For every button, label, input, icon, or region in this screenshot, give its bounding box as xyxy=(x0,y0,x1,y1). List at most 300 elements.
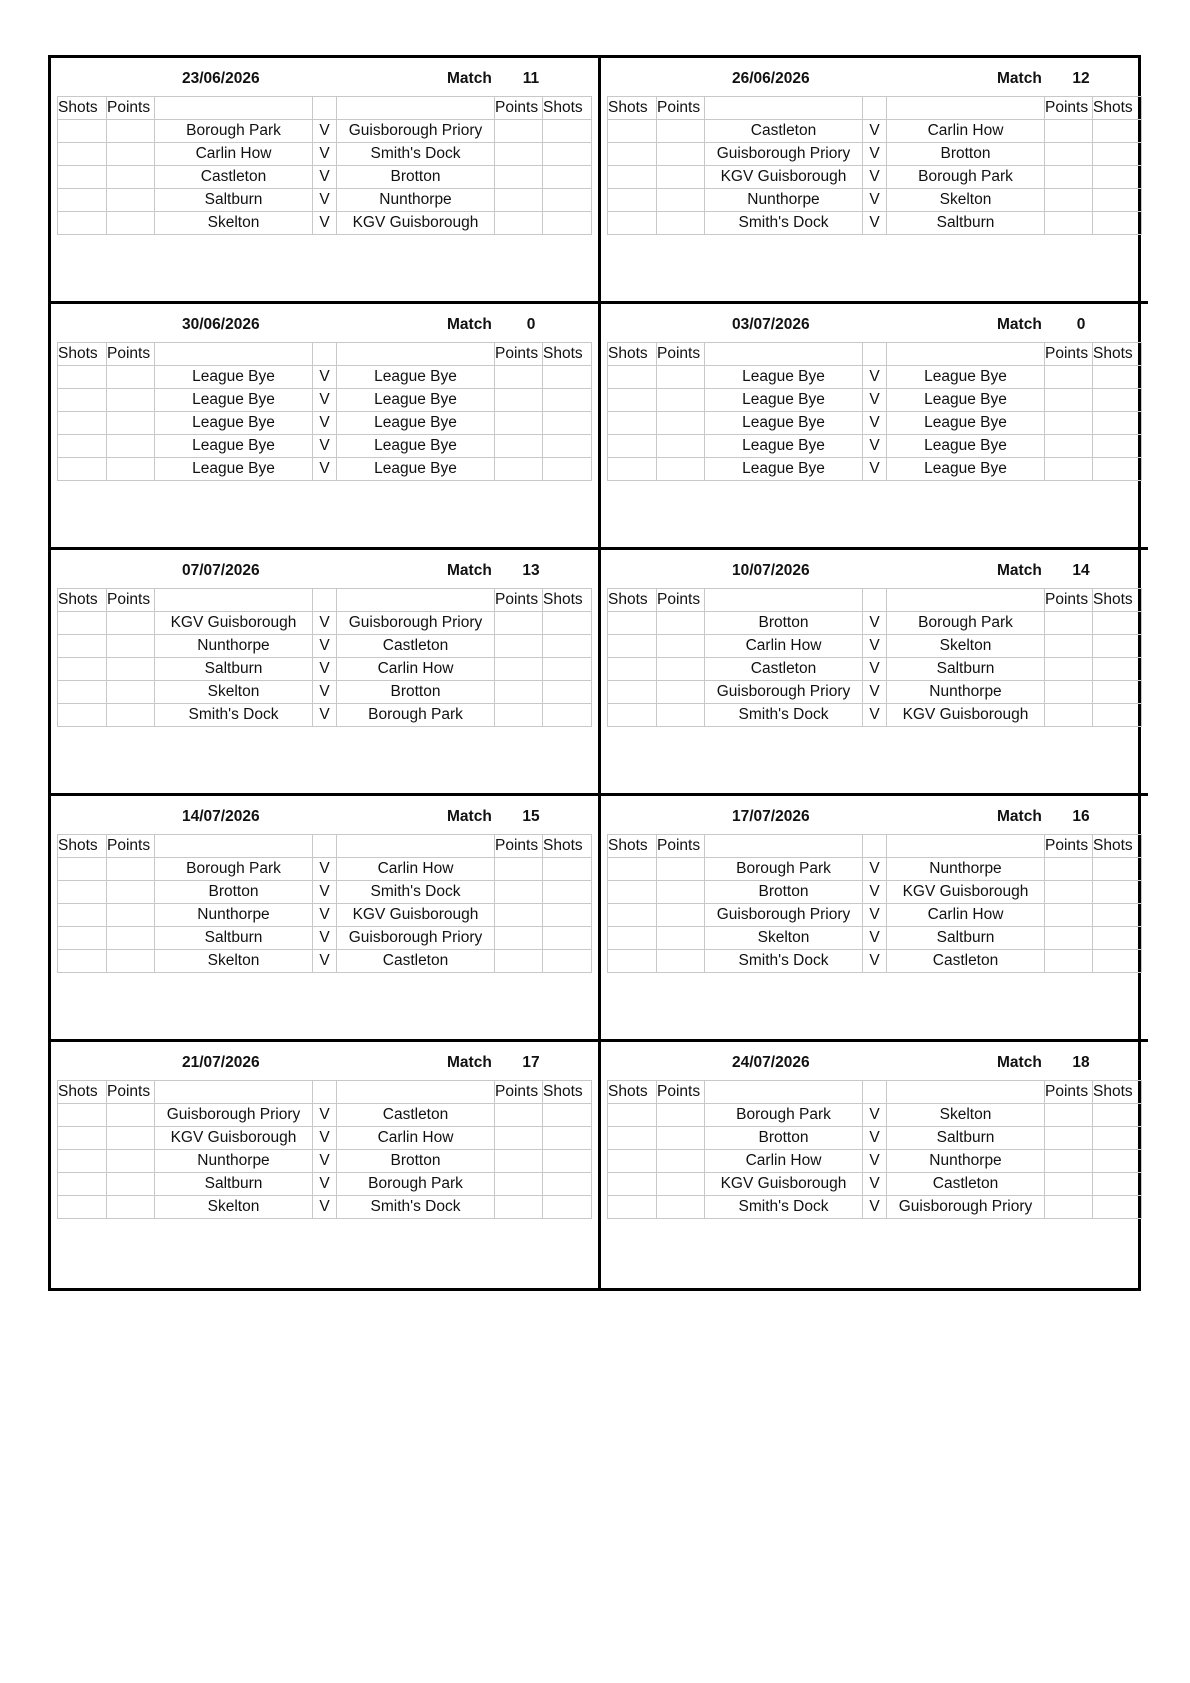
home-shots-cell[interactable] xyxy=(58,412,107,435)
away-shots-cell[interactable] xyxy=(1093,435,1142,458)
away-shots-cell[interactable] xyxy=(543,858,592,881)
away-points-cell[interactable] xyxy=(1045,704,1093,727)
away-points-cell[interactable] xyxy=(495,927,543,950)
versus-label: V xyxy=(313,681,337,704)
away-points-cell[interactable] xyxy=(1045,904,1093,927)
away-shots-cell[interactable] xyxy=(543,1127,592,1150)
away-shots-cell[interactable] xyxy=(543,412,592,435)
away-points-cell[interactable] xyxy=(495,904,543,927)
home-team: Brotton xyxy=(705,612,863,635)
home-team: KGV Guisborough xyxy=(155,1127,313,1150)
match-date: 07/07/2026 xyxy=(182,562,260,579)
home-points-cell[interactable] xyxy=(657,458,705,481)
home-points-cell[interactable] xyxy=(657,120,705,143)
home-points-header: Points xyxy=(107,589,155,612)
home-shots-cell[interactable] xyxy=(58,1173,107,1196)
fixture-row xyxy=(608,904,1142,927)
away-team: Saltburn xyxy=(887,212,1045,235)
away-points-cell[interactable] xyxy=(1045,927,1093,950)
home-points-cell[interactable] xyxy=(107,704,155,727)
home-points-cell[interactable] xyxy=(107,1104,155,1127)
away-shots-cell[interactable] xyxy=(543,612,592,635)
away-team: Borough Park xyxy=(887,612,1045,635)
away-shots-cell[interactable] xyxy=(1093,189,1142,212)
home-points-cell[interactable] xyxy=(107,681,155,704)
versus-label: V xyxy=(313,366,337,389)
home-points-cell[interactable] xyxy=(657,435,705,458)
blank-header xyxy=(863,1081,887,1104)
away-shots-cell[interactable] xyxy=(1093,143,1142,166)
home-points-cell[interactable] xyxy=(107,412,155,435)
away-shots-cell[interactable] xyxy=(543,681,592,704)
versus-label: V xyxy=(863,412,887,435)
home-points-cell[interactable] xyxy=(657,904,705,927)
home-shots-cell[interactable] xyxy=(58,458,107,481)
away-shots-cell[interactable] xyxy=(543,389,592,412)
away-shots-cell[interactable] xyxy=(1093,612,1142,635)
home-shots-cell[interactable] xyxy=(608,681,657,704)
home-points-cell[interactable] xyxy=(657,143,705,166)
home-shots-cell[interactable] xyxy=(58,166,107,189)
versus-label: V xyxy=(863,635,887,658)
fixture-table-header xyxy=(58,589,592,612)
away-points-cell[interactable] xyxy=(495,189,543,212)
home-points-cell[interactable] xyxy=(657,212,705,235)
match-date: 03/07/2026 xyxy=(732,316,810,333)
home-points-cell[interactable] xyxy=(657,1104,705,1127)
home-shots-cell[interactable] xyxy=(608,1173,657,1196)
away-points-cell[interactable] xyxy=(1045,612,1093,635)
home-shots-header: Shots xyxy=(58,343,107,366)
away-points-cell[interactable] xyxy=(1045,1150,1093,1173)
away-shots-cell[interactable] xyxy=(543,366,592,389)
away-shots-cell[interactable] xyxy=(1093,635,1142,658)
home-shots-cell[interactable] xyxy=(608,458,657,481)
away-shots-cell[interactable] xyxy=(1093,1104,1142,1127)
away-points-cell[interactable] xyxy=(495,458,543,481)
away-shots-cell[interactable] xyxy=(1093,212,1142,235)
away-points-cell[interactable] xyxy=(495,1127,543,1150)
versus-label: V xyxy=(313,950,337,973)
home-shots-cell[interactable] xyxy=(608,950,657,973)
home-shots-cell[interactable] xyxy=(608,881,657,904)
home-team: Skelton xyxy=(155,681,313,704)
blank-header xyxy=(337,835,495,858)
home-shots-cell[interactable] xyxy=(58,612,107,635)
blank-header xyxy=(887,835,1045,858)
match-header xyxy=(57,556,592,588)
home-shots-cell[interactable] xyxy=(608,704,657,727)
away-points-cell[interactable] xyxy=(495,612,543,635)
away-team: Carlin How xyxy=(887,120,1045,143)
away-shots-header: Shots xyxy=(543,589,592,612)
versus-label: V xyxy=(313,635,337,658)
versus-label: V xyxy=(313,927,337,950)
home-shots-cell[interactable] xyxy=(608,635,657,658)
away-points-cell[interactable] xyxy=(1045,143,1093,166)
blank-header xyxy=(863,835,887,858)
home-shots-cell[interactable] xyxy=(58,881,107,904)
home-points-cell[interactable] xyxy=(107,904,155,927)
away-shots-cell[interactable] xyxy=(1093,366,1142,389)
away-points-cell[interactable] xyxy=(495,1173,543,1196)
match-card xyxy=(601,796,1148,1042)
away-shots-cell[interactable] xyxy=(543,1150,592,1173)
away-shots-cell[interactable] xyxy=(543,1104,592,1127)
away-points-cell[interactable] xyxy=(1045,1104,1093,1127)
away-points-cell[interactable] xyxy=(1045,189,1093,212)
match-date: 14/07/2026 xyxy=(182,808,260,825)
versus-label: V xyxy=(313,435,337,458)
home-points-cell[interactable] xyxy=(107,189,155,212)
away-team: Skelton xyxy=(887,189,1045,212)
away-shots-cell[interactable] xyxy=(1093,120,1142,143)
home-shots-cell[interactable] xyxy=(608,927,657,950)
away-shots-cell[interactable] xyxy=(1093,389,1142,412)
away-team: Castleton xyxy=(887,1173,1045,1196)
away-points-cell[interactable] xyxy=(1045,366,1093,389)
home-points-header: Points xyxy=(657,1081,705,1104)
home-shots-cell[interactable] xyxy=(58,658,107,681)
home-points-cell[interactable] xyxy=(107,658,155,681)
home-points-cell[interactable] xyxy=(657,704,705,727)
away-points-cell[interactable] xyxy=(1045,950,1093,973)
home-shots-cell[interactable] xyxy=(58,927,107,950)
home-points-cell[interactable] xyxy=(107,1127,155,1150)
home-shots-cell[interactable] xyxy=(58,635,107,658)
versus-label: V xyxy=(313,1196,337,1219)
home-shots-cell[interactable] xyxy=(58,1127,107,1150)
away-points-cell[interactable] xyxy=(1045,1173,1093,1196)
away-points-cell[interactable] xyxy=(495,412,543,435)
home-shots-cell[interactable] xyxy=(608,143,657,166)
home-points-cell[interactable] xyxy=(657,1150,705,1173)
away-points-cell[interactable] xyxy=(495,858,543,881)
fixture-row xyxy=(58,412,592,435)
away-points-cell[interactable] xyxy=(495,389,543,412)
home-points-cell[interactable] xyxy=(657,1127,705,1150)
home-team: League Bye xyxy=(155,389,313,412)
home-shots-cell[interactable] xyxy=(58,189,107,212)
versus-label: V xyxy=(863,904,887,927)
home-shots-cell[interactable] xyxy=(58,1196,107,1219)
away-points-cell[interactable] xyxy=(1045,881,1093,904)
away-shots-cell[interactable] xyxy=(1093,412,1142,435)
versus-label: V xyxy=(863,658,887,681)
away-shots-cell[interactable] xyxy=(543,435,592,458)
home-shots-cell[interactable] xyxy=(58,950,107,973)
match-date: 23/06/2026 xyxy=(182,70,260,87)
away-points-cell[interactable] xyxy=(495,435,543,458)
blank-header xyxy=(887,97,1045,120)
away-team: Nunthorpe xyxy=(887,1150,1045,1173)
home-points-cell[interactable] xyxy=(107,858,155,881)
blank-header xyxy=(155,343,313,366)
blank-header xyxy=(313,1081,337,1104)
away-shots-cell[interactable] xyxy=(1093,658,1142,681)
home-shots-cell[interactable] xyxy=(58,904,107,927)
home-shots-header: Shots xyxy=(58,1081,107,1104)
away-team: Borough Park xyxy=(337,704,495,727)
away-points-cell[interactable] xyxy=(495,681,543,704)
fixture-row xyxy=(608,1173,1142,1196)
home-points-cell[interactable] xyxy=(107,1150,155,1173)
home-shots-cell[interactable] xyxy=(608,189,657,212)
home-shots-cell[interactable] xyxy=(58,858,107,881)
home-points-cell[interactable] xyxy=(107,881,155,904)
home-team: Saltburn xyxy=(155,1173,313,1196)
home-points-cell[interactable] xyxy=(107,458,155,481)
home-shots-header: Shots xyxy=(608,835,657,858)
away-points-cell[interactable] xyxy=(1045,1196,1093,1219)
fixture-row xyxy=(58,704,592,727)
away-points-cell[interactable] xyxy=(495,950,543,973)
fixture-row xyxy=(608,458,1142,481)
fixture-row xyxy=(608,950,1142,973)
away-team: Carlin How xyxy=(337,658,495,681)
away-shots-cell[interactable] xyxy=(1093,1173,1142,1196)
versus-label: V xyxy=(863,120,887,143)
home-shots-cell[interactable] xyxy=(58,120,107,143)
home-points-cell[interactable] xyxy=(657,189,705,212)
away-points-cell[interactable] xyxy=(1045,681,1093,704)
home-points-cell[interactable] xyxy=(657,412,705,435)
home-shots-cell[interactable] xyxy=(58,1104,107,1127)
home-shots-cell[interactable] xyxy=(608,366,657,389)
home-points-cell[interactable] xyxy=(107,366,155,389)
away-shots-cell[interactable] xyxy=(543,1196,592,1219)
away-shots-cell[interactable] xyxy=(1093,950,1142,973)
home-points-cell[interactable] xyxy=(107,927,155,950)
match-card xyxy=(51,304,601,550)
home-shots-cell[interactable] xyxy=(608,166,657,189)
away-points-cell[interactable] xyxy=(495,704,543,727)
home-points-cell[interactable] xyxy=(657,1173,705,1196)
away-team: League Bye xyxy=(337,389,495,412)
home-points-cell[interactable] xyxy=(657,927,705,950)
home-points-cell[interactable] xyxy=(657,881,705,904)
away-points-cell[interactable] xyxy=(1045,435,1093,458)
away-points-cell[interactable] xyxy=(1045,1127,1093,1150)
home-points-cell[interactable] xyxy=(107,143,155,166)
home-points-cell[interactable] xyxy=(107,1196,155,1219)
away-shots-cell[interactable] xyxy=(543,658,592,681)
home-team: Carlin How xyxy=(705,635,863,658)
versus-label: V xyxy=(313,189,337,212)
away-team: Castleton xyxy=(337,1104,495,1127)
away-points-cell[interactable] xyxy=(495,366,543,389)
away-shots-cell[interactable] xyxy=(1093,1196,1142,1219)
home-team: Smith's Dock xyxy=(155,704,313,727)
home-team: League Bye xyxy=(705,366,863,389)
fixture-row xyxy=(608,1196,1142,1219)
home-shots-cell[interactable] xyxy=(608,1196,657,1219)
away-points-cell[interactable] xyxy=(495,658,543,681)
away-points-cell[interactable] xyxy=(495,166,543,189)
away-shots-cell[interactable] xyxy=(1093,458,1142,481)
away-shots-cell[interactable] xyxy=(543,635,592,658)
away-shots-cell[interactable] xyxy=(543,927,592,950)
away-points-header: Points xyxy=(1045,97,1093,120)
home-shots-cell[interactable] xyxy=(608,435,657,458)
away-shots-cell[interactable] xyxy=(543,166,592,189)
blank-header xyxy=(337,1081,495,1104)
away-shots-header: Shots xyxy=(543,343,592,366)
home-team: Skelton xyxy=(155,1196,313,1219)
away-shots-cell[interactable] xyxy=(543,212,592,235)
home-shots-cell[interactable] xyxy=(58,1150,107,1173)
fixture-row xyxy=(58,1196,592,1219)
home-points-cell[interactable] xyxy=(657,366,705,389)
home-points-cell[interactable] xyxy=(107,950,155,973)
home-shots-cell[interactable] xyxy=(608,1150,657,1173)
away-shots-cell[interactable] xyxy=(1093,881,1142,904)
match-label: Match xyxy=(997,562,1042,579)
home-shots-cell[interactable] xyxy=(608,1104,657,1127)
fixture-row xyxy=(58,212,592,235)
away-points-cell[interactable] xyxy=(1045,212,1093,235)
versus-label: V xyxy=(313,1150,337,1173)
away-shots-cell[interactable] xyxy=(543,458,592,481)
home-shots-cell[interactable] xyxy=(608,412,657,435)
away-shots-cell[interactable] xyxy=(543,120,592,143)
home-points-cell[interactable] xyxy=(107,212,155,235)
away-shots-header: Shots xyxy=(543,1081,592,1104)
home-points-cell[interactable] xyxy=(657,166,705,189)
match-number: 0 xyxy=(1076,316,1086,333)
away-shots-cell[interactable] xyxy=(1093,704,1142,727)
home-points-cell[interactable] xyxy=(657,612,705,635)
home-points-cell[interactable] xyxy=(657,950,705,973)
away-shots-cell[interactable] xyxy=(543,189,592,212)
home-points-cell[interactable] xyxy=(657,635,705,658)
away-shots-cell[interactable] xyxy=(1093,166,1142,189)
home-shots-cell[interactable] xyxy=(608,858,657,881)
home-shots-cell[interactable] xyxy=(608,389,657,412)
away-points-cell[interactable] xyxy=(1045,458,1093,481)
fixture-row xyxy=(58,143,592,166)
match-card xyxy=(51,550,601,796)
away-points-cell[interactable] xyxy=(495,1196,543,1219)
away-shots-cell[interactable] xyxy=(1093,927,1142,950)
away-points-cell[interactable] xyxy=(495,1104,543,1127)
home-points-cell[interactable] xyxy=(107,120,155,143)
away-team: Brotton xyxy=(337,1150,495,1173)
away-points-cell[interactable] xyxy=(495,212,543,235)
home-shots-cell[interactable] xyxy=(608,612,657,635)
home-shots-cell[interactable] xyxy=(58,435,107,458)
home-shots-cell[interactable] xyxy=(608,120,657,143)
home-shots-cell[interactable] xyxy=(58,389,107,412)
away-shots-cell[interactable] xyxy=(543,950,592,973)
versus-label: V xyxy=(313,612,337,635)
away-points-cell[interactable] xyxy=(1045,412,1093,435)
away-shots-cell[interactable] xyxy=(543,1173,592,1196)
home-points-cell[interactable] xyxy=(657,658,705,681)
match-label: Match xyxy=(997,808,1042,825)
home-shots-cell[interactable] xyxy=(58,212,107,235)
away-points-cell[interactable] xyxy=(1045,658,1093,681)
match-number: 11 xyxy=(522,70,540,87)
match-label: Match xyxy=(447,808,492,825)
fixture-row xyxy=(608,635,1142,658)
match-number: 12 xyxy=(1072,70,1090,87)
away-shots-header: Shots xyxy=(1093,835,1142,858)
away-points-cell[interactable] xyxy=(1045,166,1093,189)
away-team: Saltburn xyxy=(887,658,1045,681)
blank-header xyxy=(863,343,887,366)
away-shots-cell[interactable] xyxy=(543,881,592,904)
away-team: Guisborough Priory xyxy=(887,1196,1045,1219)
away-team: Nunthorpe xyxy=(887,681,1045,704)
home-shots-cell[interactable] xyxy=(608,1127,657,1150)
away-shots-cell[interactable] xyxy=(1093,858,1142,881)
home-team: Castleton xyxy=(705,658,863,681)
home-shots-cell[interactable] xyxy=(608,904,657,927)
home-points-cell[interactable] xyxy=(107,635,155,658)
home-points-cell[interactable] xyxy=(107,389,155,412)
home-points-cell[interactable] xyxy=(107,612,155,635)
home-shots-cell[interactable] xyxy=(608,212,657,235)
away-points-cell[interactable] xyxy=(495,881,543,904)
home-shots-cell[interactable] xyxy=(58,681,107,704)
home-points-cell[interactable] xyxy=(107,1173,155,1196)
home-team: Brotton xyxy=(155,881,313,904)
fixture-row xyxy=(608,881,1142,904)
home-points-cell[interactable] xyxy=(657,681,705,704)
away-points-cell[interactable] xyxy=(495,1150,543,1173)
away-shots-cell[interactable] xyxy=(543,904,592,927)
fixture-row xyxy=(608,681,1142,704)
versus-label: V xyxy=(863,435,887,458)
home-team: Skelton xyxy=(155,212,313,235)
away-shots-cell[interactable] xyxy=(543,143,592,166)
blank-header xyxy=(313,589,337,612)
versus-label: V xyxy=(863,1196,887,1219)
home-shots-cell[interactable] xyxy=(58,366,107,389)
away-points-cell[interactable] xyxy=(495,120,543,143)
home-shots-cell[interactable] xyxy=(58,143,107,166)
away-team: League Bye xyxy=(887,389,1045,412)
home-team: Carlin How xyxy=(155,143,313,166)
away-shots-cell[interactable] xyxy=(1093,1150,1142,1173)
away-points-cell[interactable] xyxy=(1045,858,1093,881)
away-points-cell[interactable] xyxy=(1045,120,1093,143)
home-points-cell[interactable] xyxy=(657,389,705,412)
away-shots-cell[interactable] xyxy=(543,704,592,727)
fixture-row xyxy=(58,1150,592,1173)
home-points-header: Points xyxy=(107,97,155,120)
away-points-cell[interactable] xyxy=(495,635,543,658)
home-points-cell[interactable] xyxy=(107,166,155,189)
away-points-cell[interactable] xyxy=(495,143,543,166)
away-shots-header: Shots xyxy=(543,97,592,120)
away-points-cell[interactable] xyxy=(1045,389,1093,412)
home-shots-cell[interactable] xyxy=(58,704,107,727)
away-shots-cell[interactable] xyxy=(1093,681,1142,704)
home-points-cell[interactable] xyxy=(657,1196,705,1219)
away-shots-cell[interactable] xyxy=(1093,904,1142,927)
away-shots-cell[interactable] xyxy=(1093,1127,1142,1150)
away-points-cell[interactable] xyxy=(1045,635,1093,658)
home-shots-cell[interactable] xyxy=(608,658,657,681)
away-team: Guisborough Priory xyxy=(337,120,495,143)
home-points-cell[interactable] xyxy=(107,435,155,458)
match-card xyxy=(601,304,1148,550)
home-team: Smith's Dock xyxy=(705,212,863,235)
home-points-cell[interactable] xyxy=(657,858,705,881)
blank-header xyxy=(863,589,887,612)
